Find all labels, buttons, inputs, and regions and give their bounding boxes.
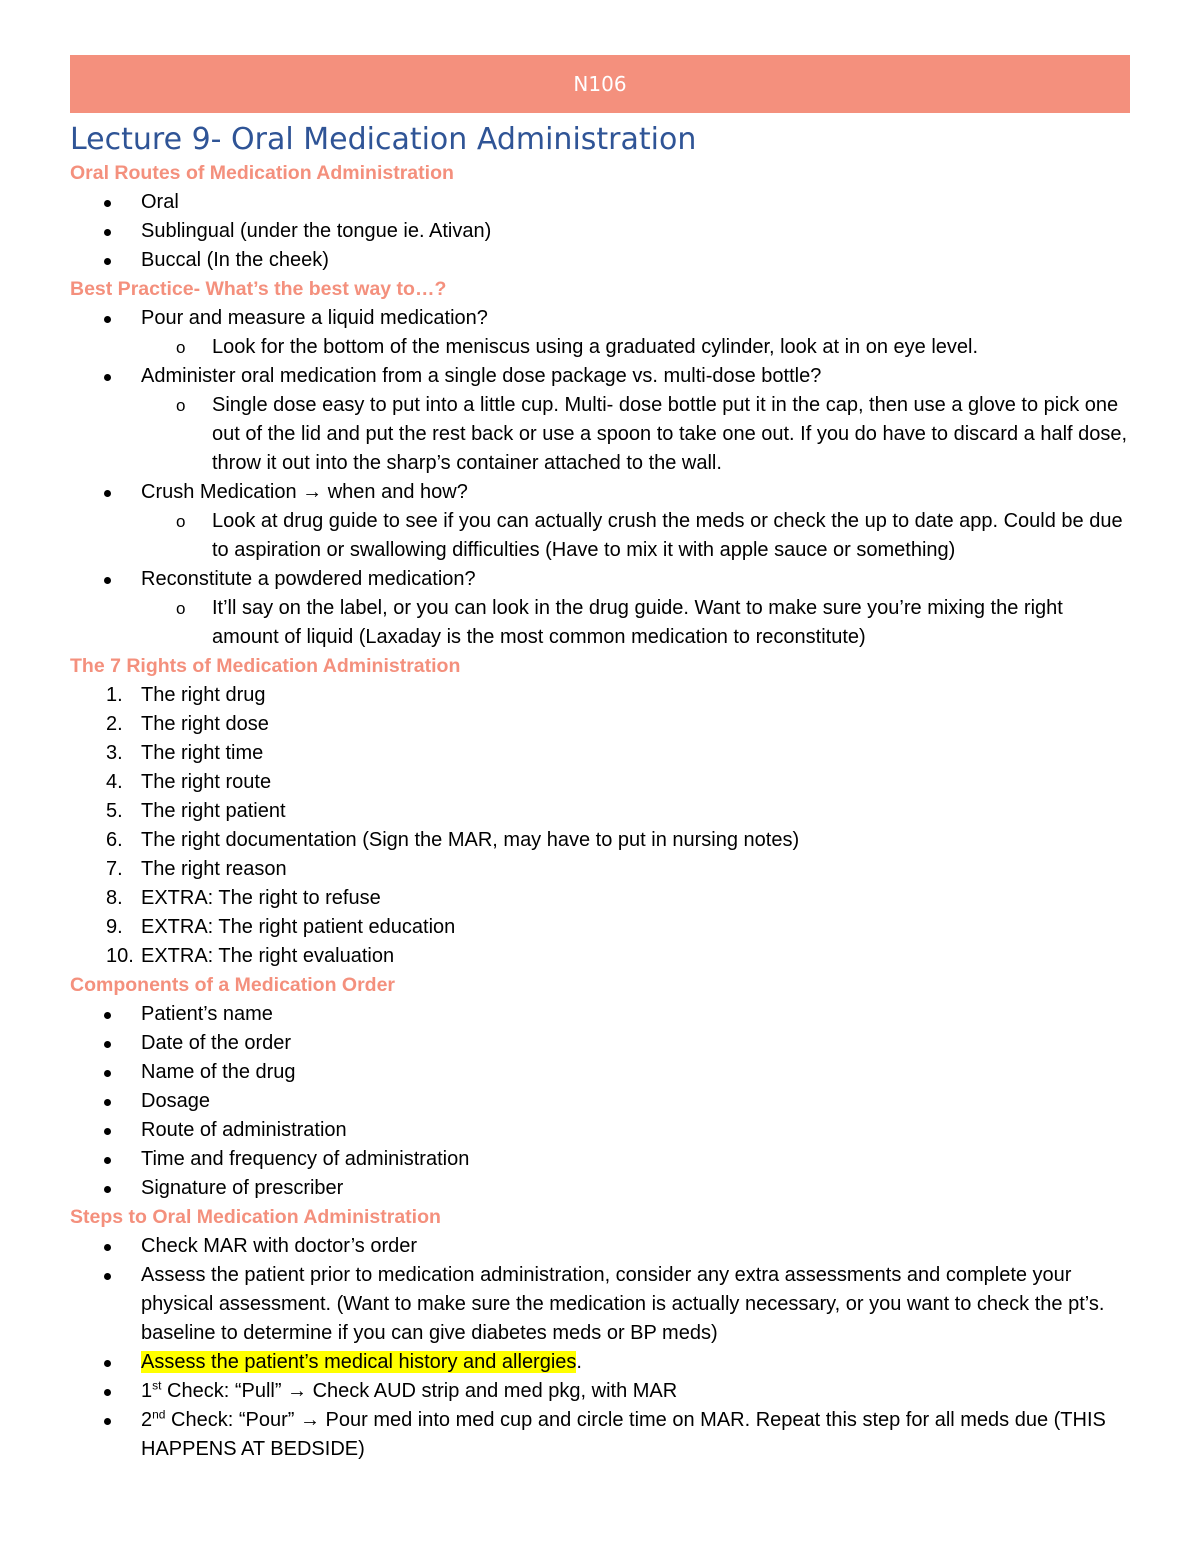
rights-list [70,681,1130,971]
list-item [70,1406,1130,1464]
section-heading-best-practice: Best Practice- What’s the best way to…? [70,278,447,300]
list-item: Signature of prescriber [70,1174,1130,1203]
list-item: Patient’s name [70,1000,1130,1029]
list-number: 6. [106,829,123,851]
list-item [70,797,1130,826]
list-item-text: The right dose [141,713,269,735]
list-item [70,710,1130,739]
question-item: Reconstitute a powdered medication? [70,565,1130,594]
list-item: Assess the patient prior to medication administration, consider any extra assessments and complete your physical assessment. (Want to make sure the medication is actually necessary, or you want to check the pt’s. baseline to determine if you can give diabetes meds or BP meds) [70,1261,1130,1348]
list-item [70,1377,1130,1406]
routes-list [70,188,1130,275]
answer-item: o Look for the bottom of the meniscus using a graduated cylinder, look at in on eye level. [70,333,1130,362]
list-item-text: The right documentation (Sign the MAR, may have to put in nursing notes) [141,829,800,851]
section-heading-steps: Steps to Oral Medication Administration [70,1206,441,1228]
answer-item: o Single dose easy to put into a little cup. Multi- dose bottle put it in the cap, then use a glove to pick one out of the lid and put the rest back or use a spoon to take one out. If you do have to discard a half dose, throw it out into the sharp’s container attached to the wall. [70,391,1130,478]
ordinal-number: 2 [141,1409,153,1431]
list-item [70,739,1130,768]
list-item: Time and frequency of administration [70,1145,1130,1174]
list-item: Route of administration [70,1116,1130,1145]
list-item: Date of the order [70,1029,1130,1058]
list-item-text: The right drug [141,684,266,706]
list-number: 3. [106,742,123,764]
ordinal-number: 1 [141,1380,153,1402]
course-code: N106 [573,72,627,96]
list-item: Dosage [70,1087,1130,1116]
list-item [70,768,1130,797]
list-item-text: EXTRA: The right evaluation [141,945,395,967]
list-item [70,855,1130,884]
list-item [70,942,1130,971]
list-number: 2. [106,713,123,735]
list-number: 5. [106,800,123,822]
highlighted-text: Assess the patient’s medical history and allergies [141,1351,577,1373]
list-item [70,826,1130,855]
list-number: 9. [106,916,123,938]
list-item-text: The right patient [141,800,286,822]
components-list [70,1000,1130,1203]
header-band [70,55,1130,113]
question-item: Crush Medication → when and how? [70,478,1130,507]
question-item: Administer oral medication from a single dose package vs. multi-dose bottle? [70,362,1130,391]
section-heading-rights: The 7 Rights of Medication Administration [70,655,461,677]
list-number: 7. [106,858,123,880]
list-item-text: The right time [141,742,264,764]
list-item: Sublingual (under the tongue ie. Ativan) [70,217,1130,246]
list-item [70,1348,1130,1377]
ordinal-suffix: nd [152,1407,166,1422]
list-item-text: Check: “Pour” → Pour med into med cup and circle time on MAR. Repeat this step for all meds due (THIS HAPPENS AT BEDSIDE) [141,1409,1106,1460]
list-item: Name of the drug [70,1058,1130,1087]
answer-item: o Look at drug guide to see if you can actually crush the meds or check the up to date app. Could be due to aspiration or swallowing difficulties (Have to mix it with apple sauce or something) [70,507,1130,565]
list-number: 8. [106,887,123,909]
list-item: Check MAR with doctor’s order [70,1232,1130,1261]
list-item-text: The right route [141,771,272,793]
list-item-text: EXTRA: The right to refuse [141,887,381,909]
answer-item: o It’ll say on the label, or you can look in the drug guide. Want to make sure you’re mixing the right amount of liquid (Laxaday is the most common medication to reconstitute) [70,594,1130,652]
list-item [70,913,1130,942]
list-item-text: Check: “Pull” → Check AUD strip and med pkg, with MAR [161,1380,678,1402]
list-item: Oral [70,188,1130,217]
list-item-text: The right reason [141,858,287,880]
list-item [70,884,1130,913]
list-number: 4. [106,771,123,793]
list-number: 10. [106,945,134,967]
list-item-text: EXTRA: The right patient education [141,916,456,938]
list-number: 1. [106,684,123,706]
document-body [70,121,1130,1464]
list-item [70,681,1130,710]
section-heading-routes: Oral Routes of Medication Administration [70,162,454,184]
question-item: Pour and measure a liquid medication? [70,304,1130,333]
list-item: Buccal (In the cheek) [70,246,1130,275]
page-title: Lecture 9- Oral Medication Administration [70,122,697,157]
list-item-text: . [576,1351,582,1373]
ordinal-suffix: st [152,1378,162,1393]
steps-list [70,1232,1130,1464]
best-practice-list [70,304,1130,652]
section-heading-components: Components of a Medication Order [70,974,396,996]
